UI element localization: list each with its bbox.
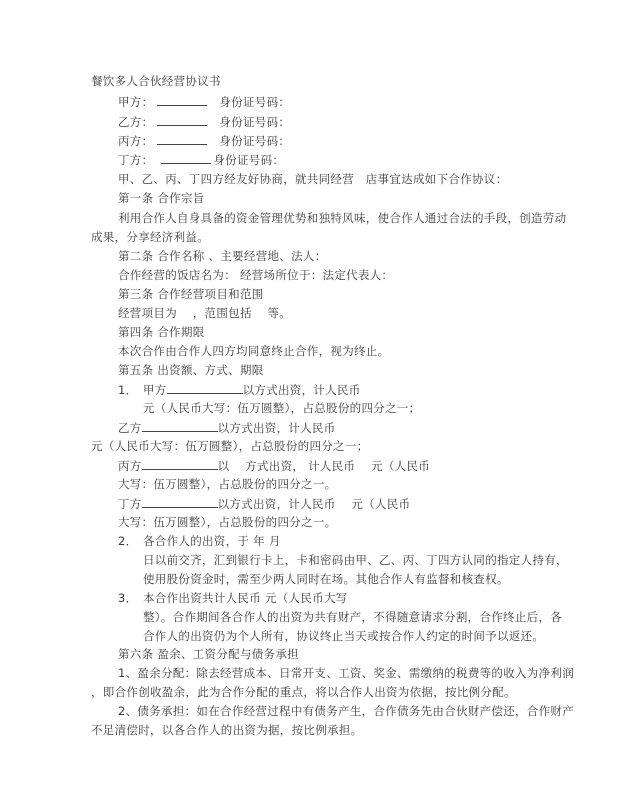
party-label: 丙方： xyxy=(118,134,154,148)
item-3-line xyxy=(118,591,348,605)
item-2-line xyxy=(118,534,281,548)
blank-field[interactable] xyxy=(157,94,207,106)
ding-contribution-line xyxy=(118,496,410,511)
article-6-p2-cont: 不足清偿时，以各合作人的出资为据，按比例承担。 xyxy=(91,723,363,737)
party-ding-line xyxy=(118,152,284,167)
jia-contribution-cont: 元（人民币大写：伍万圆整），占总股份的四分之一； xyxy=(143,401,421,415)
contribution-text: 以方式出资，计人民币 元（人民币 xyxy=(217,497,411,511)
item-3-cont-2: 合作人的出资仍为个人所有，协议终止当天或按合作人约定的时间予以返还。 xyxy=(143,629,545,643)
id-label: 身份证号码： xyxy=(219,95,291,109)
party-label: 丁方 xyxy=(118,497,142,511)
yi-contribution-cont: 元（人民币大写：伍万圆整），占总股份的四分之一； xyxy=(91,439,369,453)
id-label: 身份证号码： xyxy=(219,115,291,129)
blank-field[interactable] xyxy=(142,458,218,470)
item-number: 1． xyxy=(118,383,138,397)
party-jia-line xyxy=(118,94,290,109)
article-3-heading: 第三条 合作经营项目和范围 xyxy=(118,287,264,301)
item-2-text: 各合作人的出资，于 年 月 xyxy=(143,534,281,548)
party-label: 乙方 xyxy=(118,421,142,435)
ding-contribution-cont: 大写：伍万圆整），占总股份的四分之一。 xyxy=(118,515,337,529)
yi-contribution-line xyxy=(118,420,336,435)
id-label: 身份证号码： xyxy=(219,134,291,148)
bing-contribution-cont: 大写：伍万圆整），占总股份的四分之一。 xyxy=(118,477,337,491)
contribution-text: 以方式出资，计人民币 xyxy=(217,421,336,435)
document-title: 餐饮多人合伙经营协议书 xyxy=(91,74,221,88)
item-3-text: 本合作出资共计人民币 元（人民币大写 xyxy=(143,591,348,605)
article-2-text: 合作经营的饭店名为： 经营场所位于：法定代表人： xyxy=(118,268,394,282)
article-4-heading: 第四条 合作期限 xyxy=(118,325,205,339)
item-2-cont-1: 日以前交齐，汇到银行卡上，卡和密码由甲、乙、丙、丁四方认同的指定人持有， xyxy=(143,553,568,567)
item-number: 2． xyxy=(118,534,138,548)
contribution-text: 以方式出资，计人民币 xyxy=(242,383,361,397)
bing-contribution-line xyxy=(118,458,430,473)
blank-field[interactable] xyxy=(157,114,207,126)
blank-field[interactable] xyxy=(142,420,218,432)
party-label: 乙方： xyxy=(118,115,154,129)
blank-field[interactable] xyxy=(142,496,218,508)
party-label: 甲方 xyxy=(143,383,167,397)
article-1-text: 利用合作人自身具备的资金管理优势和独特风味，使合作人通过合法的手段，创造劳动 xyxy=(118,211,567,225)
contribution-text: 以 方式出资， 计人民币 元（人民币 xyxy=(217,459,431,473)
article-6-p1-cont: ，即合作创收盈余，此为合作分配的重点，将以合作人出资为依据，按比例分配。 xyxy=(91,685,516,699)
jia-contribution-line xyxy=(118,382,361,397)
article-1-heading: 第一条 合作宗旨 xyxy=(118,191,205,205)
blank-field[interactable] xyxy=(161,152,211,164)
id-label: 身份证号码： xyxy=(213,153,285,167)
article-6-heading: 第六条 盈余、工资分配与债务承担 xyxy=(118,647,299,661)
intro-text: 甲、乙、丙、丁四方经友好协商，就共同经营 店事宜达成如下合作协议： xyxy=(118,172,508,186)
blank-field[interactable] xyxy=(157,133,207,145)
article-2-heading: 第二条 合作名称 、主要经营地、法人： xyxy=(118,249,327,263)
article-3-text: 经营项目为 ，范围包括 等。 xyxy=(118,306,292,320)
article-1-text-cont: 成果，分享经济利益。 xyxy=(91,230,209,244)
party-label: 丁方： xyxy=(118,153,154,167)
blank-field[interactable] xyxy=(167,382,243,394)
article-6-p1: 1、盈余分配：除去经营成本、日常开支、工资、奖金、需缴纳的税费等的收入为净利润 xyxy=(118,666,575,680)
article-6-p2: 2、债务承担：如在合作经营过程中有债务产生，合作债务先由合伙财产偿还，合作财产 xyxy=(118,704,575,718)
article-4-text: 本次合作由合作人四方均同意终止合作，视为终止。 xyxy=(118,344,390,358)
item-3-cont-1: 整）。合作期间各合作人的出资为共有财产，不得随意请求分割，合作终止后，各 xyxy=(143,610,563,624)
article-5-heading: 第五条 出资额、方式、期限 xyxy=(118,363,264,377)
party-label: 丙方 xyxy=(118,459,142,473)
item-number: 3． xyxy=(118,591,138,605)
item-2-cont-2: 使用股份资金时，需至少两人同时在场。其他合作人有监督和核查权。 xyxy=(143,572,509,586)
party-label: 甲方： xyxy=(118,95,154,109)
party-bing-line xyxy=(118,133,290,148)
party-yi-line xyxy=(118,114,290,129)
